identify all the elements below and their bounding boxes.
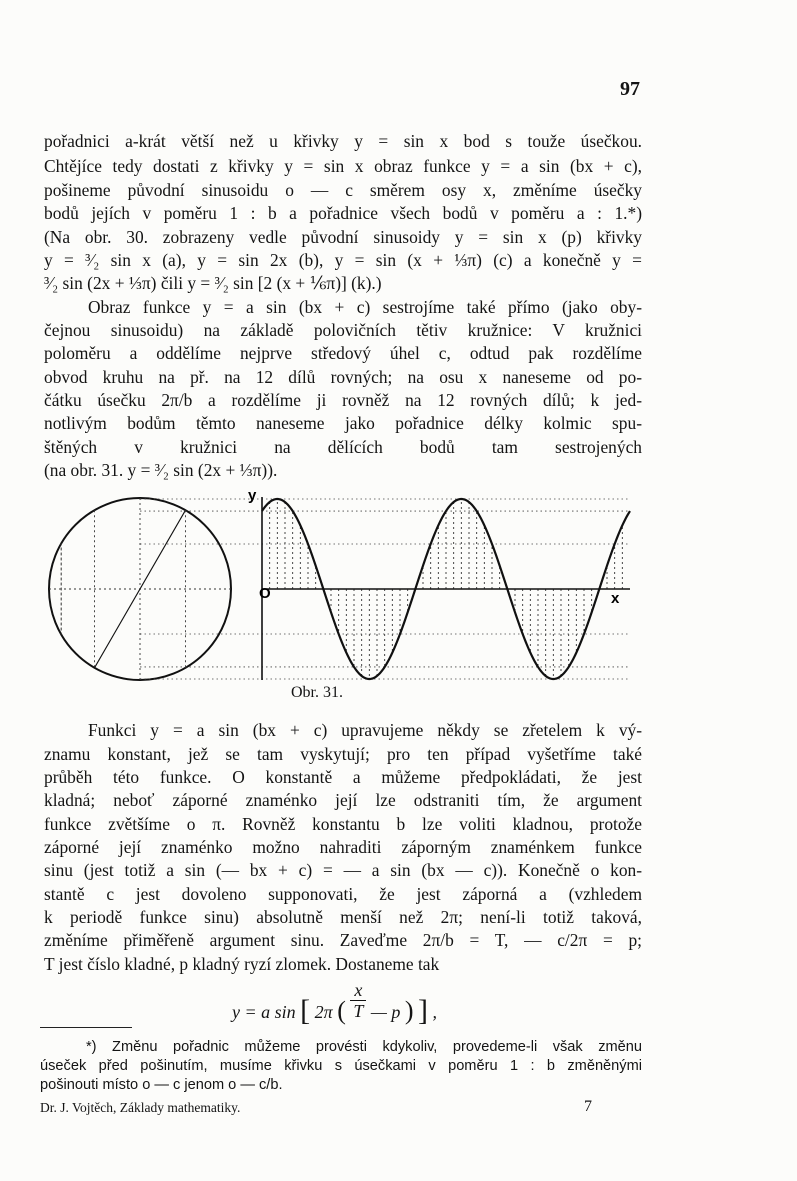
formula-fraction [350,980,366,1021]
formula-paren-close: ) [404,996,414,1025]
text-line: T jest číslo kladné, p kladný ryzí zlomek. Dostaneme tak [44,954,440,974]
formula-bracket-close: ] [418,994,429,1027]
text-line: Funkci y = a sin (bx + c) upravujeme někdy se zřetelem k vý- [88,720,642,740]
text-line: stantě c jest dovoleno supponovati, že jest záporná a (vzhledem [44,884,642,904]
footnote-line: úseček před pošinutím, musíme křivku s úsečkami v poměru 1 : b změněnými [40,1058,642,1074]
text-line: Chtějíce tedy dostati z křivky y = sin x obraz funkce y = a sin (bx + c), [44,156,642,176]
text-line: znamu konstant, jež se tam vyskytují; pro ten případ vyšetříme také [44,744,642,764]
text-line: kladná; neboť záporné znaménko její lze odstraniti tím, že argument [44,790,642,810]
text-line: (na obr. 31. y = ³⁄₂ sin (2x + ⅓π)). [44,460,278,480]
text-line: notlivým bodům těmto naneseme jako pořadnice délky kolmic spu- [44,413,642,433]
footnote-line: *) Změnu pořadnic můžeme provésti kdykoliv, provedeme-li však změnu [86,1039,642,1055]
text-line: k periodě funkce sinu) absolutně menší než 2π; není-li totiž taková, [44,907,642,927]
formula-comma: , [432,1002,438,1022]
reference-circle [49,498,231,680]
text-line: obvod kruhu na př. na 12 dílů rovných; na osu x naneseme od po- [44,367,642,387]
text-line: čejnou sinusoidu) na základě polovičních tětiv kružnice: V kružnici [44,320,642,340]
display-formula [232,980,437,1028]
footer-author: Dr. J. Vojtěch, Základy mathematiky. [40,1100,241,1115]
axes [248,487,630,680]
formula-paren-open: ( [337,996,346,1025]
formula-numerator: x [354,980,363,1000]
text-line: Obraz funkce y = a sin (bx + c) sestrojíme také přímo (jako oby- [88,297,642,317]
text-line: poloměru a oddělíme nejprve středový úhel c, odtud pak rozdělíme [44,343,642,363]
text-line: čátku úsečku 2π/b a rozdělíme ji rovněž na 12 rovných dílů; k jed- [44,390,642,410]
formula-lhs: y = a sin [232,1002,296,1022]
x-axis-label: x [611,590,620,607]
text-line: změníme přiměřeně argument sinu. Zaveďme 2π/b = T, — c/2π = p; [44,930,642,950]
text-line: štěných v kružnici na dělících bodů tam sestrojených [44,437,642,457]
formula-bracket-open: [ [300,994,311,1027]
text-line: funkce zvětšíme o π. Rovněž konstantu b lze voliti kladnou, protože [44,814,642,834]
text-line: ³⁄₂ sin (2x + ⅓π) čili y = ³⁄₂ sin [2 (x + ⅙π)] (k).) [44,273,382,293]
formula-denominator: T [353,1001,364,1021]
text-line: y = ³⁄₂ sin x (a), y = sin 2x (b), y = sin (x + ⅓π) (c) a konečně y = [44,250,642,270]
formula-two-pi: 2π [314,1002,333,1022]
formula-minus-p: — p [370,1002,401,1022]
figure-caption: Obr. 31. [291,684,343,701]
footnote-rule [40,1027,132,1028]
text-line: pošineme původní sinusoidu o — c směrem osy x, změníme úsečky [44,180,642,200]
text-line: pořadnici a-krát větší než u křivky y = sin x bod s touže úsečkou. [44,131,642,151]
origin-label: O [259,585,271,602]
text-line: (Na obr. 30. zobrazeny vedle původní sinusoidy y = sin x (p) křivky [44,227,642,247]
text-line: sinu (jest totiž a sin (— bx + c) = — a sin (bx — c)). Konečně o kon- [44,860,642,880]
footer-signature: 7 [584,1098,592,1115]
y-axis-label: y [248,487,257,504]
text-line: bodů jejích v poměru 1 : b a pořadnice všech bodů v poměru a : 1.*) [44,203,642,223]
footnote-line: pošinouti místo o — c jenom o — c/b. [40,1077,283,1093]
text-line: průběh této funkce. O konstantě a můžeme předpokládati, že jest [44,767,642,787]
text-line: záporné její znaménko možno nahraditi záporným znaménkem funkce [44,837,642,857]
page-number: 97 [620,78,640,100]
